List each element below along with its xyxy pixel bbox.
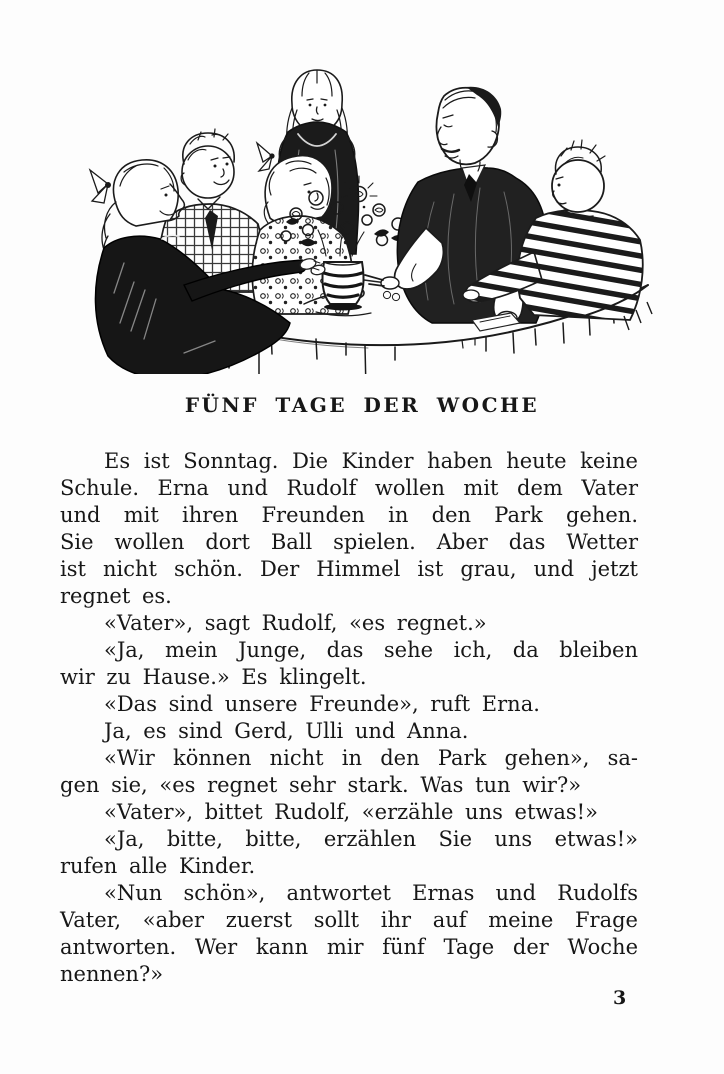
story-line: «Vater», sagt Rudolf, «es regnet.» — [104, 611, 487, 635]
story-line: nennen?» — [60, 962, 164, 986]
story-line: rufen alle Kinder. — [60, 854, 256, 878]
page-number: 3 — [613, 987, 627, 1009]
story-line: Vater, «aber zuerst sollt ihr auf meine Frage — [60, 908, 638, 932]
story-line: regnet es. — [60, 584, 172, 608]
story-line: gen sie, «es regnet sehr stark. Was tun wir?» — [60, 773, 582, 797]
story-line: «Vater», bittet Rudolf, «erzähle uns etwas!» — [104, 800, 598, 824]
story-text — [60, 448, 638, 988]
story-line: «Wir können nicht in den Park gehen», sa- — [104, 746, 638, 770]
story-line: «Nun schön», antwortet Ernas und Rudolfs — [104, 881, 638, 905]
story-line: «Das sind unsere Freunde», ruft Erna. — [104, 692, 540, 716]
story-line: «Ja, mein Junge, das sehe ich, da bleiben — [104, 638, 638, 662]
illustration-canvas — [64, 52, 656, 374]
story-line: antworten. Wer kann mir fünf Tage der Woche — [60, 935, 638, 959]
story-line: wir zu Hause.» Es klingelt. — [60, 665, 367, 689]
story-title: FÜNF TAGE DER WOCHE — [184, 393, 540, 417]
story-illustration — [64, 52, 656, 374]
story-line: Schule. Erna und Rudolf wollen mit dem Vater — [60, 476, 638, 500]
story-line: Sie wollen dort Ball spielen. Aber das Wetter — [60, 530, 638, 554]
story-line: «Ja, bitte, bitte, erzählen Sie uns etwas!» — [104, 827, 638, 851]
story-line: und mit ihren Freunden in den Park gehen. — [60, 503, 638, 527]
story-line: Es ist Sonntag. Die Kinder haben heute keine — [104, 449, 638, 473]
story-line: Ja, es sind Gerd, Ulli und Anna. — [104, 719, 469, 743]
story-line: ist nicht schön. Der Himmel ist grau, und jetzt — [60, 557, 638, 581]
